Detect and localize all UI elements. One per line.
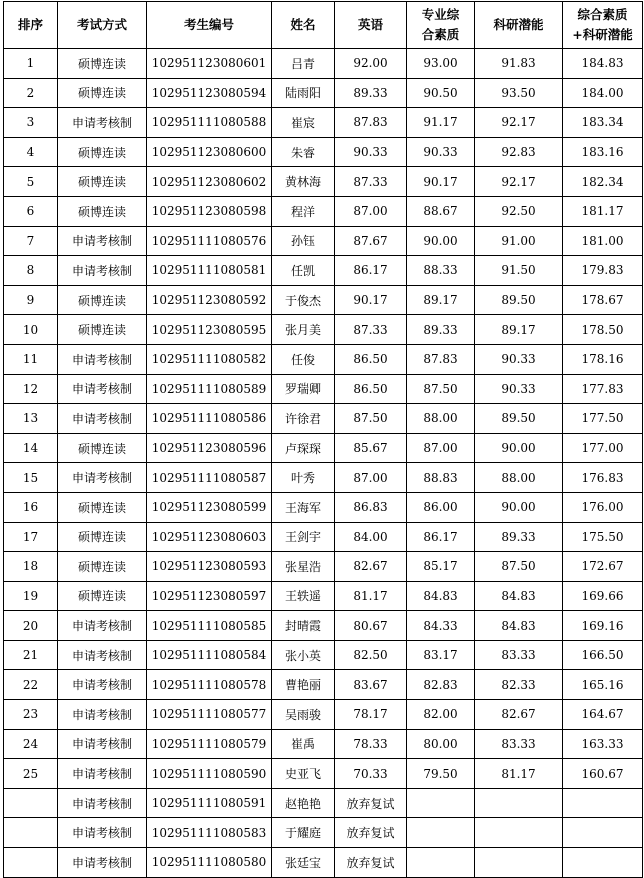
header-quality-line1: 专业综 bbox=[421, 7, 460, 22]
cell-name: 陆雨阳 bbox=[272, 78, 335, 108]
cell-total bbox=[563, 818, 643, 848]
table-row bbox=[4, 167, 643, 197]
header-rank: 排序 bbox=[4, 2, 58, 49]
cell-id: 102951111080587 bbox=[147, 463, 272, 493]
cell-research: 82.67 bbox=[475, 700, 563, 730]
cell-method: 申请考核制 bbox=[58, 404, 147, 434]
cell-rank: 24 bbox=[4, 729, 58, 759]
cell-name: 王海军 bbox=[272, 492, 335, 522]
cell-english: 78.33 bbox=[335, 729, 407, 759]
cell-quality: 90.00 bbox=[407, 226, 475, 256]
header-total bbox=[563, 2, 643, 49]
cell-research: 91.83 bbox=[475, 49, 563, 79]
cell-total: 178.16 bbox=[563, 344, 643, 374]
cell-total: 181.17 bbox=[563, 196, 643, 226]
cell-id: 102951111080580 bbox=[147, 848, 272, 878]
cell-quality: 82.00 bbox=[407, 700, 475, 730]
cell-id: 102951123080600 bbox=[147, 137, 272, 167]
cell-method: 申请考核制 bbox=[58, 611, 147, 641]
cell-name: 任俊 bbox=[272, 344, 335, 374]
cell-id: 102951111080590 bbox=[147, 759, 272, 789]
cell-english: 87.67 bbox=[335, 226, 407, 256]
cell-name: 王剑宇 bbox=[272, 522, 335, 552]
cell-method: 申请考核制 bbox=[58, 670, 147, 700]
cell-total: 184.00 bbox=[563, 78, 643, 108]
cell-name: 任凯 bbox=[272, 256, 335, 286]
cell-total: 184.83 bbox=[563, 49, 643, 79]
cell-method: 申请考核制 bbox=[58, 640, 147, 670]
cell-method: 申请考核制 bbox=[58, 759, 147, 789]
cell-quality: 87.50 bbox=[407, 374, 475, 404]
table-row bbox=[4, 256, 643, 286]
cell-id: 102951123080602 bbox=[147, 167, 272, 197]
cell-total: 172.67 bbox=[563, 552, 643, 582]
cell-rank: 23 bbox=[4, 700, 58, 730]
cell-quality: 91.17 bbox=[407, 108, 475, 138]
cell-total: 177.83 bbox=[563, 374, 643, 404]
cell-english: 87.33 bbox=[335, 315, 407, 345]
cell-quality: 87.00 bbox=[407, 433, 475, 463]
cell-method: 硕博连读 bbox=[58, 137, 147, 167]
cell-rank: 10 bbox=[4, 315, 58, 345]
cell-id: 102951111080588 bbox=[147, 108, 272, 138]
cell-method: 申请考核制 bbox=[58, 108, 147, 138]
cell-method: 申请考核制 bbox=[58, 848, 147, 878]
table-row bbox=[4, 818, 643, 848]
cell-total bbox=[563, 848, 643, 878]
cell-quality: 87.83 bbox=[407, 344, 475, 374]
cell-research: 83.33 bbox=[475, 640, 563, 670]
cell-total: 176.00 bbox=[563, 492, 643, 522]
cell-id: 102951111080591 bbox=[147, 788, 272, 818]
cell-total: 181.00 bbox=[563, 226, 643, 256]
cell-name: 曹艳丽 bbox=[272, 670, 335, 700]
cell-rank: 5 bbox=[4, 167, 58, 197]
cell-total: 183.16 bbox=[563, 137, 643, 167]
cell-research: 81.17 bbox=[475, 759, 563, 789]
cell-quality: 90.17 bbox=[407, 167, 475, 197]
cell-english: 87.50 bbox=[335, 404, 407, 434]
cell-rank: 2 bbox=[4, 78, 58, 108]
cell-total: 175.50 bbox=[563, 522, 643, 552]
table-row bbox=[4, 522, 643, 552]
cell-research bbox=[475, 818, 563, 848]
cell-research: 92.83 bbox=[475, 137, 563, 167]
table-row bbox=[4, 492, 643, 522]
cell-research: 90.00 bbox=[475, 433, 563, 463]
cell-research: 91.00 bbox=[475, 226, 563, 256]
table-row bbox=[4, 433, 643, 463]
cell-method: 申请考核制 bbox=[58, 374, 147, 404]
cell-name: 程洋 bbox=[272, 196, 335, 226]
cell-rank bbox=[4, 788, 58, 818]
cell-method: 硕博连读 bbox=[58, 315, 147, 345]
table-row bbox=[4, 729, 643, 759]
cell-english: 78.17 bbox=[335, 700, 407, 730]
cell-english: 90.17 bbox=[335, 285, 407, 315]
header-quality bbox=[407, 2, 475, 49]
cell-name: 吴雨骏 bbox=[272, 700, 335, 730]
cell-rank: 25 bbox=[4, 759, 58, 789]
cell-rank: 21 bbox=[4, 640, 58, 670]
cell-method: 申请考核制 bbox=[58, 256, 147, 286]
cell-method: 硕博连读 bbox=[58, 196, 147, 226]
cell-quality: 82.83 bbox=[407, 670, 475, 700]
cell-english: 83.67 bbox=[335, 670, 407, 700]
cell-research: 90.33 bbox=[475, 344, 563, 374]
cell-method: 硕博连读 bbox=[58, 433, 147, 463]
cell-name: 孙钰 bbox=[272, 226, 335, 256]
cell-name: 张星浩 bbox=[272, 552, 335, 582]
table-body bbox=[4, 49, 643, 878]
cell-id: 102951111080583 bbox=[147, 818, 272, 848]
cell-id: 102951123080593 bbox=[147, 552, 272, 582]
cell-quality: 90.50 bbox=[407, 78, 475, 108]
header-name: 姓名 bbox=[272, 2, 335, 49]
cell-quality bbox=[407, 848, 475, 878]
cell-id: 102951123080595 bbox=[147, 315, 272, 345]
cell-english: 90.33 bbox=[335, 137, 407, 167]
cell-name: 黄林海 bbox=[272, 167, 335, 197]
cell-name: 张小英 bbox=[272, 640, 335, 670]
cell-rank bbox=[4, 818, 58, 848]
header-row bbox=[4, 2, 643, 49]
cell-total: 176.83 bbox=[563, 463, 643, 493]
cell-quality: 89.17 bbox=[407, 285, 475, 315]
cell-id: 102951123080592 bbox=[147, 285, 272, 315]
cell-research: 93.50 bbox=[475, 78, 563, 108]
header-total-line2: +科研潜能 bbox=[572, 27, 633, 42]
cell-research: 87.50 bbox=[475, 552, 563, 582]
cell-research: 84.83 bbox=[475, 611, 563, 641]
cell-rank: 17 bbox=[4, 522, 58, 552]
cell-quality: 88.67 bbox=[407, 196, 475, 226]
cell-english: 89.33 bbox=[335, 78, 407, 108]
table-row bbox=[4, 759, 643, 789]
header-research: 科研潜能 bbox=[475, 2, 563, 49]
cell-total: 183.34 bbox=[563, 108, 643, 138]
cell-total: 160.67 bbox=[563, 759, 643, 789]
cell-english: 87.00 bbox=[335, 196, 407, 226]
cell-total: 166.50 bbox=[563, 640, 643, 670]
cell-id: 102951123080597 bbox=[147, 581, 272, 611]
cell-method: 申请考核制 bbox=[58, 818, 147, 848]
table-row bbox=[4, 640, 643, 670]
cell-total: 179.83 bbox=[563, 256, 643, 286]
cell-quality: 84.83 bbox=[407, 581, 475, 611]
cell-quality: 88.83 bbox=[407, 463, 475, 493]
cell-research: 92.17 bbox=[475, 167, 563, 197]
cell-method: 硕博连读 bbox=[58, 49, 147, 79]
cell-english: 86.50 bbox=[335, 374, 407, 404]
table-row bbox=[4, 788, 643, 818]
cell-rank: 12 bbox=[4, 374, 58, 404]
cell-quality: 80.00 bbox=[407, 729, 475, 759]
cell-rank: 1 bbox=[4, 49, 58, 79]
cell-total bbox=[563, 788, 643, 818]
table-row bbox=[4, 404, 643, 434]
cell-id: 102951123080594 bbox=[147, 78, 272, 108]
cell-research: 82.33 bbox=[475, 670, 563, 700]
cell-method: 硕博连读 bbox=[58, 522, 147, 552]
cell-research: 92.50 bbox=[475, 196, 563, 226]
cell-name: 张月美 bbox=[272, 315, 335, 345]
cell-name: 王轶遥 bbox=[272, 581, 335, 611]
cell-name: 崔禹 bbox=[272, 729, 335, 759]
cell-id: 102951111080589 bbox=[147, 374, 272, 404]
cell-english: 82.67 bbox=[335, 552, 407, 582]
cell-name: 于俊杰 bbox=[272, 285, 335, 315]
cell-quality bbox=[407, 788, 475, 818]
cell-id: 102951111080585 bbox=[147, 611, 272, 641]
cell-quality: 84.33 bbox=[407, 611, 475, 641]
table-row bbox=[4, 463, 643, 493]
cell-english: 86.50 bbox=[335, 344, 407, 374]
cell-english: 82.50 bbox=[335, 640, 407, 670]
cell-english: 70.33 bbox=[335, 759, 407, 789]
table-row bbox=[4, 49, 643, 79]
cell-rank: 16 bbox=[4, 492, 58, 522]
cell-id: 102951123080599 bbox=[147, 492, 272, 522]
cell-rank: 6 bbox=[4, 196, 58, 226]
cell-research bbox=[475, 848, 563, 878]
cell-quality: 86.17 bbox=[407, 522, 475, 552]
header-total-line1: 综合素质 bbox=[577, 7, 628, 22]
cell-rank: 20 bbox=[4, 611, 58, 641]
cell-research: 89.50 bbox=[475, 404, 563, 434]
cell-id: 102951111080576 bbox=[147, 226, 272, 256]
cell-id: 102951111080586 bbox=[147, 404, 272, 434]
table-row bbox=[4, 552, 643, 582]
cell-research: 89.50 bbox=[475, 285, 563, 315]
cell-id: 102951123080603 bbox=[147, 522, 272, 552]
cell-name: 张廷宝 bbox=[272, 848, 335, 878]
cell-total: 163.33 bbox=[563, 729, 643, 759]
cell-method: 申请考核制 bbox=[58, 344, 147, 374]
cell-english: 81.17 bbox=[335, 581, 407, 611]
cell-id: 102951123080598 bbox=[147, 196, 272, 226]
cell-quality: 79.50 bbox=[407, 759, 475, 789]
cell-rank: 22 bbox=[4, 670, 58, 700]
cell-english: 80.67 bbox=[335, 611, 407, 641]
table-row bbox=[4, 848, 643, 878]
cell-quality: 90.33 bbox=[407, 137, 475, 167]
cell-total: 177.00 bbox=[563, 433, 643, 463]
cell-english: 85.67 bbox=[335, 433, 407, 463]
cell-name: 史亚飞 bbox=[272, 759, 335, 789]
table-row bbox=[4, 226, 643, 256]
cell-rank: 13 bbox=[4, 404, 58, 434]
cell-name: 叶秀 bbox=[272, 463, 335, 493]
cell-method: 硕博连读 bbox=[58, 492, 147, 522]
cell-english: 87.33 bbox=[335, 167, 407, 197]
cell-rank: 19 bbox=[4, 581, 58, 611]
cell-quality: 88.00 bbox=[407, 404, 475, 434]
table-row bbox=[4, 108, 643, 138]
cell-rank: 4 bbox=[4, 137, 58, 167]
cell-total: 178.50 bbox=[563, 315, 643, 345]
cell-rank: 18 bbox=[4, 552, 58, 582]
table-row bbox=[4, 670, 643, 700]
cell-method: 硕博连读 bbox=[58, 78, 147, 108]
cell-total: 178.67 bbox=[563, 285, 643, 315]
table-row bbox=[4, 581, 643, 611]
cell-quality: 86.00 bbox=[407, 492, 475, 522]
cell-quality: 85.17 bbox=[407, 552, 475, 582]
cell-rank: 3 bbox=[4, 108, 58, 138]
cell-method: 申请考核制 bbox=[58, 700, 147, 730]
cell-quality: 93.00 bbox=[407, 49, 475, 79]
cell-english: 86.83 bbox=[335, 492, 407, 522]
table-row bbox=[4, 285, 643, 315]
cell-quality bbox=[407, 818, 475, 848]
cell-quality: 88.33 bbox=[407, 256, 475, 286]
cell-english: 放弃复试 bbox=[335, 848, 407, 878]
cell-english: 86.17 bbox=[335, 256, 407, 286]
cell-english: 87.83 bbox=[335, 108, 407, 138]
cell-research bbox=[475, 788, 563, 818]
cell-name: 罗瑞卿 bbox=[272, 374, 335, 404]
cell-english: 92.00 bbox=[335, 49, 407, 79]
cell-research: 90.33 bbox=[475, 374, 563, 404]
header-id: 考生编号 bbox=[147, 2, 272, 49]
cell-id: 102951111080582 bbox=[147, 344, 272, 374]
cell-total: 165.16 bbox=[563, 670, 643, 700]
cell-rank: 14 bbox=[4, 433, 58, 463]
table-row bbox=[4, 344, 643, 374]
cell-research: 84.83 bbox=[475, 581, 563, 611]
cell-total: 182.34 bbox=[563, 167, 643, 197]
cell-total: 169.16 bbox=[563, 611, 643, 641]
cell-english: 87.00 bbox=[335, 463, 407, 493]
cell-rank bbox=[4, 848, 58, 878]
cell-id: 102951111080584 bbox=[147, 640, 272, 670]
table-row bbox=[4, 611, 643, 641]
table-row bbox=[4, 196, 643, 226]
cell-method: 申请考核制 bbox=[58, 729, 147, 759]
cell-name: 吕青 bbox=[272, 49, 335, 79]
cell-rank: 11 bbox=[4, 344, 58, 374]
cell-method: 申请考核制 bbox=[58, 463, 147, 493]
cell-quality: 89.33 bbox=[407, 315, 475, 345]
cell-name: 封晴霞 bbox=[272, 611, 335, 641]
table-row bbox=[4, 700, 643, 730]
header-english: 英语 bbox=[335, 2, 407, 49]
cell-name: 于耀庭 bbox=[272, 818, 335, 848]
cell-rank: 9 bbox=[4, 285, 58, 315]
table-row bbox=[4, 374, 643, 404]
cell-id: 102951111080577 bbox=[147, 700, 272, 730]
table-row bbox=[4, 78, 643, 108]
cell-method: 硕博连读 bbox=[58, 552, 147, 582]
cell-id: 102951111080578 bbox=[147, 670, 272, 700]
cell-english: 放弃复试 bbox=[335, 818, 407, 848]
cell-research: 83.33 bbox=[475, 729, 563, 759]
cell-total: 177.50 bbox=[563, 404, 643, 434]
cell-name: 崔宸 bbox=[272, 108, 335, 138]
scores-table bbox=[3, 1, 643, 878]
cell-total: 164.67 bbox=[563, 700, 643, 730]
cell-name: 朱睿 bbox=[272, 137, 335, 167]
cell-id: 102951123080596 bbox=[147, 433, 272, 463]
cell-research: 89.33 bbox=[475, 522, 563, 552]
cell-method: 申请考核制 bbox=[58, 226, 147, 256]
cell-id: 102951123080601 bbox=[147, 49, 272, 79]
header-quality-line2: 合素质 bbox=[421, 27, 460, 42]
cell-method: 硕博连读 bbox=[58, 581, 147, 611]
cell-english: 84.00 bbox=[335, 522, 407, 552]
cell-total: 169.66 bbox=[563, 581, 643, 611]
cell-id: 102951111080581 bbox=[147, 256, 272, 286]
table-row bbox=[4, 315, 643, 345]
cell-rank: 7 bbox=[4, 226, 58, 256]
table-row bbox=[4, 137, 643, 167]
cell-name: 赵艳艳 bbox=[272, 788, 335, 818]
cell-research: 89.17 bbox=[475, 315, 563, 345]
cell-method: 申请考核制 bbox=[58, 788, 147, 818]
cell-rank: 15 bbox=[4, 463, 58, 493]
cell-research: 88.00 bbox=[475, 463, 563, 493]
cell-method: 硕博连读 bbox=[58, 167, 147, 197]
cell-name: 许徐君 bbox=[272, 404, 335, 434]
cell-rank: 8 bbox=[4, 256, 58, 286]
cell-quality: 83.17 bbox=[407, 640, 475, 670]
cell-english: 放弃复试 bbox=[335, 788, 407, 818]
cell-method: 硕博连读 bbox=[58, 285, 147, 315]
cell-id: 102951111080579 bbox=[147, 729, 272, 759]
cell-research: 90.00 bbox=[475, 492, 563, 522]
cell-research: 91.50 bbox=[475, 256, 563, 286]
header-method: 考试方式 bbox=[58, 2, 147, 49]
cell-research: 92.17 bbox=[475, 108, 563, 138]
cell-name: 卢琛琛 bbox=[272, 433, 335, 463]
